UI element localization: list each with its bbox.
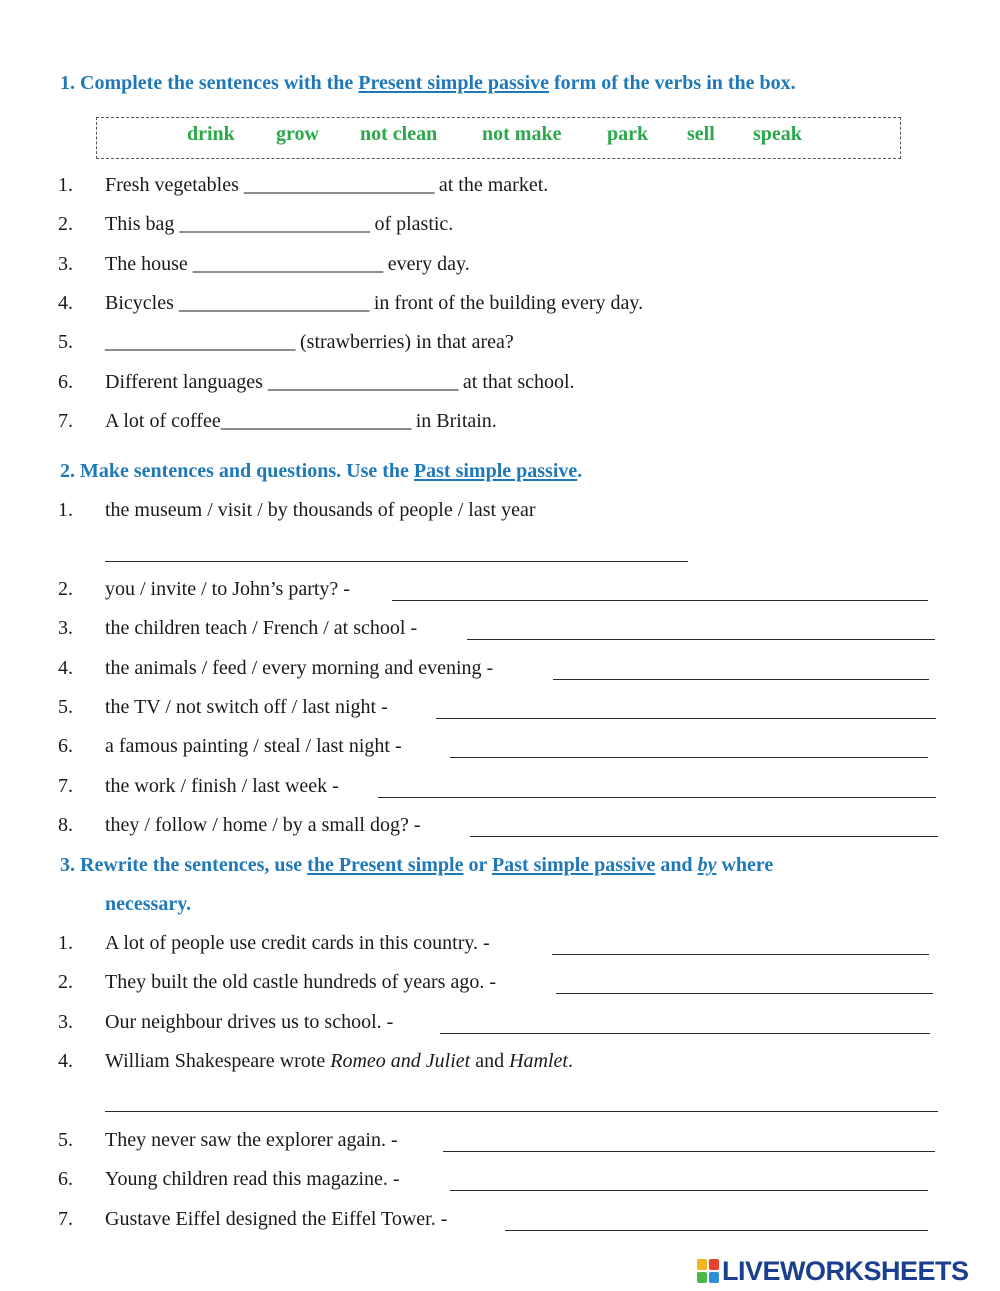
item-number: 2. — [58, 971, 73, 993]
answer-line[interactable] — [450, 757, 928, 758]
word-not-make: not make — [482, 123, 562, 145]
s1-item-4: 4. Bicycles ____________________ in front of the building every day. — [58, 292, 644, 314]
answer-line[interactable] — [467, 639, 935, 640]
word-park: park — [607, 123, 649, 145]
s3-item-7 — [0, 1206, 1000, 1232]
item-text: the children teach / French / at school - — [105, 617, 418, 639]
item-number: 8. — [58, 814, 73, 836]
item-number: 1. — [58, 499, 73, 521]
word-speak: speak — [753, 123, 802, 145]
present-simple-passive-link[interactable]: Present simple passive — [358, 72, 550, 94]
answer-line[interactable] — [440, 1033, 930, 1034]
logo-text: LIVEWORKSHEETS — [722, 1256, 969, 1286]
item-number: 5. — [58, 696, 73, 718]
item-text: Young children read this magazine. - — [105, 1168, 400, 1190]
item-number: 2. — [58, 213, 73, 235]
item-text: Our neighbour drives us to school. - — [105, 1011, 394, 1033]
answer-blank[interactable]: ____________________ — [192, 253, 383, 275]
section-3-heading: 3. Rewrite the sentences, use the Present simple or Past simple passive and by where — [60, 854, 774, 876]
item-number: 6. — [58, 1168, 73, 1190]
answer-line[interactable] — [436, 718, 936, 719]
item-number: 5. — [58, 1129, 73, 1151]
by-link[interactable]: by — [697, 854, 717, 876]
word-sell: sell — [687, 123, 715, 145]
answer-line[interactable] — [556, 993, 933, 994]
s2-item-5 — [0, 694, 1000, 720]
word-grow: grow — [276, 123, 319, 145]
answer-line[interactable] — [378, 797, 936, 798]
answer-line[interactable] — [443, 1151, 935, 1152]
item-number: 3. — [58, 1011, 73, 1033]
s2-item-4 — [0, 655, 1000, 681]
answer-line[interactable] — [105, 561, 688, 562]
section-1-heading: 1. Complete the sentences with the Present simple passive form of the verbs in the box. — [60, 72, 796, 94]
item-number: 7. — [58, 775, 73, 797]
logo-square — [697, 1272, 707, 1283]
item-number: 7. — [58, 1208, 73, 1230]
item-text: Gustave Eiffel designed the Eiffel Tower. - — [105, 1208, 448, 1230]
s3-item-6 — [0, 1166, 1000, 1192]
word-box — [96, 117, 901, 159]
item-number: 7. — [58, 410, 73, 432]
s1-item-1: 1. Fresh vegetables ____________________ at the market. — [58, 174, 549, 196]
item-number: 4. — [58, 657, 73, 679]
answer-blank[interactable]: ____________________ — [243, 174, 434, 196]
item-number: 1. — [58, 932, 73, 954]
answer-blank[interactable]: ____________________ — [105, 331, 295, 353]
answer-line[interactable] — [392, 600, 928, 601]
item-text: they / follow / home / by a small dog? - — [105, 814, 421, 836]
item-text: A lot of people use credit cards in this country. - — [105, 932, 490, 954]
section-3-heading-line2: necessary. — [105, 893, 192, 915]
item-text: the TV / not switch off / last night - — [105, 696, 388, 718]
past-simple-passive-link[interactable]: Past simple passive — [413, 460, 578, 482]
s2-item-1 — [0, 497, 1000, 523]
answer-line[interactable] — [505, 1230, 928, 1231]
title-romeo-and-juliet: Romeo and Juliet — [330, 1050, 471, 1072]
s2-item-2 — [0, 576, 1000, 602]
item-text: They never saw the explorer again. - — [105, 1129, 398, 1151]
s2-item-7 — [0, 773, 1000, 799]
item-text: the animals / feed / every morning and evening - — [105, 657, 494, 679]
answer-line[interactable] — [553, 679, 929, 680]
s1-item-5: 5. ____________________ (strawberries) in that area? — [58, 331, 514, 353]
item-text: you / invite / to John’s party? - — [105, 578, 350, 600]
item-text: a famous painting / steal / last night - — [105, 735, 402, 757]
item-number: 1. — [58, 174, 73, 196]
answer-blank[interactable]: ____________________ — [179, 213, 370, 235]
answer-line[interactable] — [105, 1111, 938, 1112]
s2-item-6 — [0, 733, 1000, 759]
past-simple-passive-link[interactable]: Past simple passive — [491, 854, 656, 876]
item-number: 2. — [58, 578, 73, 600]
item-text: the work / finish / last week - — [105, 775, 339, 797]
logo-square — [697, 1259, 707, 1270]
item-number: 3. — [58, 253, 73, 275]
s1-item-7: 7. A lot of coffee____________________ in Britain. — [58, 410, 497, 432]
item-text: They built the old castle hundreds of years ago. - — [105, 971, 496, 993]
answer-blank[interactable]: ____________________ — [220, 410, 411, 432]
item-number: 4. — [58, 1050, 73, 1072]
word-not-clean: not clean — [360, 123, 438, 145]
s1-item-2: 2. This bag ____________________ of plastic. — [58, 213, 454, 235]
logo-squares-icon — [697, 1259, 719, 1283]
s1-item-6: 6. Different languages ____________________ at that school. — [58, 371, 575, 393]
s2-item-3 — [0, 615, 1000, 641]
word-drink: drink — [187, 123, 235, 145]
s3-item-5 — [0, 1127, 1000, 1153]
title-hamlet: Hamlet — [509, 1050, 568, 1072]
s3-item-1 — [0, 930, 1000, 956]
answer-line[interactable] — [450, 1190, 928, 1191]
item-number: 6. — [58, 371, 73, 393]
logo-square — [709, 1272, 719, 1283]
s2-item-8 — [0, 812, 1000, 838]
s1-item-3: 3. The house ____________________ every day. — [58, 253, 470, 275]
logo-square — [709, 1259, 719, 1270]
item-number: 6. — [58, 735, 73, 757]
s3-item-2 — [0, 969, 1000, 995]
answer-line[interactable] — [552, 954, 929, 955]
s3-item-4: 4. William Shakespeare wrote Romeo and Juliet and Hamlet. — [58, 1050, 573, 1072]
s3-item-3 — [0, 1009, 1000, 1035]
section-2-heading: 2. Make sentences and questions. Use the Past simple passive. — [60, 460, 583, 482]
liveworksheets-logo[interactable] — [697, 1254, 997, 1288]
item-text: the museum / visit / by thousands of people / last year — [105, 499, 536, 521]
answer-blank[interactable]: ____________________ — [178, 292, 369, 314]
answer-line[interactable] — [470, 836, 938, 837]
item-number: 3. — [58, 617, 73, 639]
item-number: 4. — [58, 292, 73, 314]
item-number: 5. — [58, 331, 73, 353]
answer-blank[interactable]: ____________________ — [267, 371, 458, 393]
present-simple-link[interactable]: the Present simple — [307, 854, 464, 876]
